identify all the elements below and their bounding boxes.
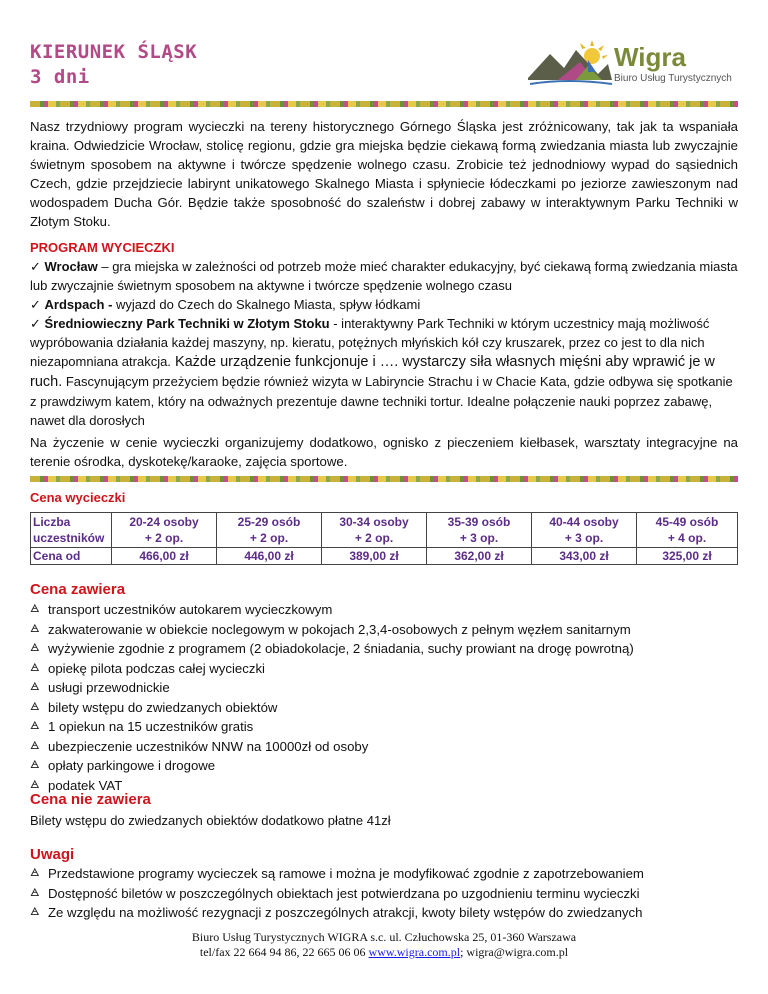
extra-paragraph: Na życzenie w cenie wycieczki organizujemy dodatkowo, ognisko z pieczeniem kiełbasek, warsztaty integracyjne na terenie ośrodka, dyskotekę/karaoke, zajęcia sportowe. bbox=[30, 435, 738, 469]
list-item: 🜁 Dostępność biletów w poszczególnych obiektach jest potwierdzana po uzgodnieniu terminu wycieczki bbox=[30, 884, 742, 904]
price-label: Cena od bbox=[31, 548, 112, 565]
price-value: 389,00 zł bbox=[322, 548, 427, 565]
list-item: 🜁 opiekę pilota podczas całej wycieczki bbox=[30, 659, 634, 679]
footer bbox=[0, 930, 768, 960]
list-item: 🜁 wyżywienie zgodnie z programem (2 obiadokolacje, 2 śniadania, suchy prowiant na drogę powrotną) bbox=[30, 639, 634, 659]
program-heading: PROGRAM WYCIECZKI bbox=[30, 240, 175, 255]
footer-contact: tel/fax 22 664 94 86, 22 665 06 06 www.wigra.com.pl; wigra@wigra.com.pl bbox=[199, 945, 569, 959]
list-item: 🜁 opłaty parkingowe i drogowe bbox=[30, 756, 634, 776]
program-item-tail: Fascynującym przeżyciem będzie również wizyta w Labiryncie Strachu i w Chacie Kata, gdzie odbywa się spotkanie z prawdziwym katem, który na odważnych prezentuje dawne techniki tortur. Idealne połączenie nauki poprzez zabawę, nawet dla dorosłych bbox=[30, 374, 733, 428]
bullet-icon: 🜁 bbox=[30, 906, 40, 918]
notes-list bbox=[30, 864, 742, 923]
price-value: 362,00 zł bbox=[427, 548, 532, 565]
title-line-2: 3 dni bbox=[30, 66, 90, 88]
program-item-park bbox=[30, 314, 742, 430]
program-item-text: wyjazd do Czech do Skalnego Miasta, spływ łódkami bbox=[112, 297, 421, 312]
price-col-6: 45-49 osób + 4 op. bbox=[637, 513, 738, 548]
website-link[interactable]: www.wigra.com.pl bbox=[368, 945, 461, 959]
price-col-1: 20-24 osoby + 2 op. bbox=[112, 513, 217, 548]
bullet-icon: 🜁 bbox=[30, 681, 40, 693]
program-item-text: - interaktywny Park Techniki w którym uczestnicy mają możliwość wypróbowania działania każdej maszyny, np. kieratu, potężnych młyńskich kół czy kruszarek, przez co jest to dla nich niezapomniana atrakcja. bbox=[30, 316, 710, 369]
bullet-icon: 🜁 bbox=[30, 886, 40, 899]
bullet-icon: 🜁 bbox=[30, 720, 40, 732]
program-item-ardspach bbox=[30, 295, 742, 314]
logo-subtitle: Biuro Usług Turystycznych bbox=[614, 73, 732, 84]
price-table bbox=[30, 512, 738, 565]
includes-list bbox=[30, 600, 634, 795]
excludes-text: Bilety wstępu do zwiedzanych obiektów dodatkowo płatne 41zł bbox=[30, 813, 391, 828]
bullet-icon: 🜁 bbox=[30, 603, 40, 615]
excludes-heading: Cena nie zawiera bbox=[30, 791, 151, 808]
list-item: 🜁 Przedstawione programy wycieczek są ramowe i można je modyfikować zgodnie z zapotrzebowaniem bbox=[30, 864, 742, 884]
bullet-icon: 🜁 bbox=[30, 622, 40, 635]
program-item-name: Średniowieczny Park Techniki w Złotym Stoku bbox=[44, 316, 330, 331]
price-value: 325,00 zł bbox=[637, 548, 738, 565]
includes-heading: Cena zawiera bbox=[30, 581, 126, 598]
list-item: 🜁 podatek VAT bbox=[30, 776, 634, 796]
program-item-highlight: Każde urządzenie funkcjonuje i …. wystarczy siła własnych mięśni aby wprawić je w ruch. bbox=[30, 354, 715, 390]
footer-address: Biuro Usług Turystycznych WIGRA s.c. ul. Człuchowska 25, 01-360 Warszawa bbox=[191, 930, 577, 944]
ornament-divider bbox=[30, 101, 738, 107]
participants-label: Liczba uczestników bbox=[31, 513, 112, 548]
page-title bbox=[30, 40, 197, 90]
price-col-4: 35-39 osób + 3 op. bbox=[427, 513, 532, 548]
price-col-5: 40-44 osoby + 3 op. bbox=[532, 513, 637, 548]
check-icon: ✓ bbox=[30, 316, 45, 331]
price-col-2: 25-29 osób + 2 op. bbox=[217, 513, 322, 548]
bullet-icon: 🜁 bbox=[30, 867, 40, 879]
bullet-icon: 🜁 bbox=[30, 739, 40, 752]
list-item: 🜁 usługi przewodnickie bbox=[30, 678, 634, 698]
list-item: 🜁 bilety wstępu do zwiedzanych obiektów bbox=[30, 698, 634, 718]
notes-heading: Uwagi bbox=[30, 846, 75, 863]
list-item: 🜁 Ze względu na możliwość rezygnacji z poszczególnych atrakcji, kwoty bilety wstępów do zwiedzanych bbox=[30, 903, 742, 923]
title-line-1: KIERUNEK ŚLĄSK bbox=[30, 41, 198, 63]
price-col-3: 30-34 osoby + 2 op. bbox=[322, 513, 427, 548]
bullet-icon: 🜁 bbox=[30, 642, 40, 654]
price-heading: Cena wycieczki bbox=[30, 490, 126, 505]
price-value: 343,00 zł bbox=[532, 548, 637, 565]
list-item: 🜁 1 opiekun na 15 uczestników gratis bbox=[30, 717, 634, 737]
list-item: 🜁 transport uczestników autokarem wycieczkowym bbox=[30, 600, 634, 620]
program-item-wroclaw bbox=[30, 257, 742, 295]
bullet-icon: 🜁 bbox=[30, 661, 40, 674]
bullet-icon: 🜁 bbox=[30, 700, 40, 713]
program-section bbox=[30, 238, 742, 430]
bullet-icon: 🜁 bbox=[30, 759, 40, 771]
check-icon: ✓ bbox=[30, 259, 45, 274]
list-item: 🜁 ubezpieczenie uczestników NNW na 10000zł od osoby bbox=[30, 737, 634, 757]
bullet-icon: 🜁 bbox=[30, 778, 40, 791]
ornament-divider bbox=[30, 476, 738, 482]
price-value: 446,00 zł bbox=[217, 548, 322, 565]
check-icon: ✓ bbox=[30, 297, 45, 312]
program-item-text: – gra miejska w zależności od potrzeb może mieć charakter edukacyjny, być ciekawą formą zwiedzania miasta lub zwyczajnie świetnym sposobem na aktywne i twórcze spędzenie wolnego czasu bbox=[30, 259, 738, 293]
price-value: 466,00 zł bbox=[112, 548, 217, 565]
list-item: 🜁 zakwaterowanie w obiekcie noclegowym w pokojach 2,3,4-osobowych z pełnym węzłem sanitarnym bbox=[30, 620, 634, 640]
intro-paragraph: Nasz trzydniowy program wycieczki na tereny historycznego Górnego Śląska jest zróżnicowany, tak jak ta wspaniała kraina. Odwiedzicie Wrocław, stolicę regionu, gdzie gra miejska będzie ciekawą formą zwiedzania miasta lub zwyczajnie świetnym sposobem na aktywne i twórcze spędzenie wolnego czasu. Zrobicie też jednodniowy wypad do sąsiednich Czech, gdzie przejdziecie labirynt unikatowego Skalnego Miasta i spłyniecie łódeczkami po jeziorze zawieszonym nad wodospadem Ducha Gór. Będzie także sposobność do szaleństw i dobrej zabawy w interaktywnym Parku Techniki w Złotym Stoku. bbox=[30, 119, 738, 229]
program-item-name: Wrocław bbox=[44, 259, 98, 274]
program-item-name: Ardspach - bbox=[44, 297, 113, 312]
logo-name: Wigra bbox=[614, 42, 686, 72]
